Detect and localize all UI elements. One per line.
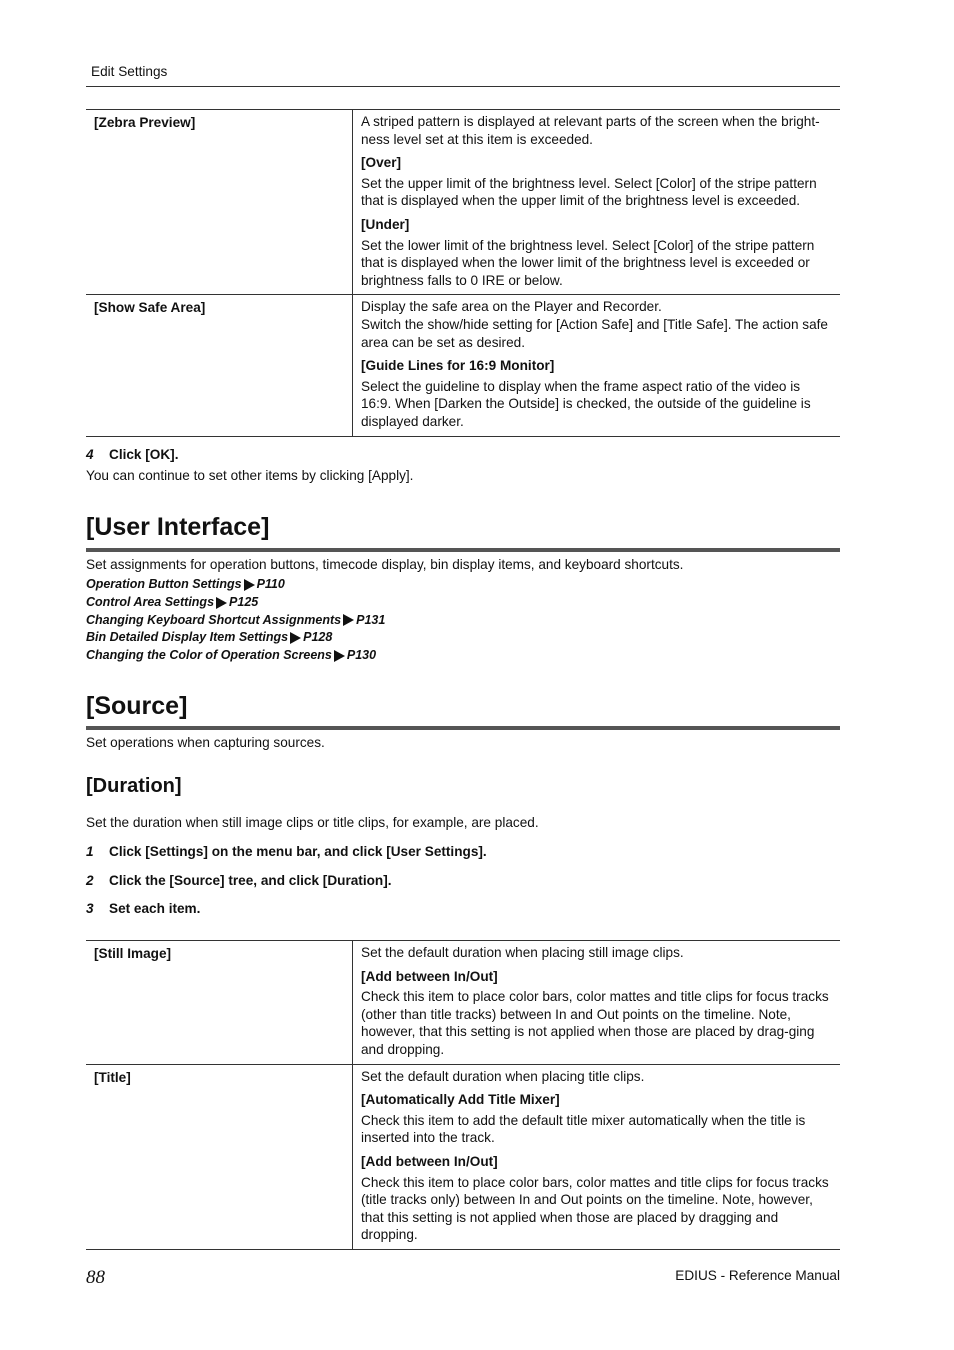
setting-description: [353, 1064, 841, 1249]
step-label: Set each item.: [109, 901, 201, 916]
option-title: [Under]: [361, 216, 410, 232]
table-row: [86, 941, 840, 1065]
option-title: [Add between In/Out]: [361, 1153, 498, 1169]
option-title: [Over]: [361, 155, 402, 171]
step-label: Click the [Source] tree, and click [Duration].: [109, 873, 392, 888]
header-rule: [86, 86, 840, 87]
step-label: Click [OK].: [109, 447, 179, 462]
step-number: 4: [86, 447, 94, 462]
setting-intro: Set the default duration when placing title clips.: [361, 1068, 645, 1084]
step-label: Click [Settings] on the menu bar, and click [User Settings].: [109, 844, 487, 859]
arrow-right-icon: [334, 650, 345, 662]
section-intro: Set assignments for operation buttons, timecode display, bin display items, and keyboard shortcuts.: [86, 557, 684, 572]
page-number: 88: [86, 1267, 105, 1288]
arrow-right-icon: [343, 614, 354, 626]
option-text: Select the guideline to display when the frame aspect ratio of the video is 16:9. When [Darken the Outside] is checked, the outside of the guideline is displayed darker.: [361, 378, 811, 429]
arrow-right-icon: [244, 579, 255, 591]
subsection-intro: Set the duration when still image clips or title clips, for example, are placed.: [86, 815, 539, 830]
step-2: [86, 873, 392, 888]
section-intro: Set operations when capturing sources.: [86, 735, 325, 750]
section-heading-user-interface: [User Interface]: [86, 513, 270, 541]
setting-name: [Title]: [86, 1064, 353, 1249]
arrow-right-icon: [290, 632, 301, 644]
setting-intro: Set the default duration when placing still image clips.: [361, 945, 684, 960]
setting-intro-2: Switch the show/hide setting for [Action Safe] and [Title Safe]. The action safe area can be set as desired.: [361, 316, 828, 350]
step-number: 1: [86, 844, 94, 859]
option-title: [Automatically Add Title Mixer]: [361, 1092, 560, 1108]
setting-name: [Show Safe Area]: [86, 295, 353, 436]
settings-table-display: [86, 109, 840, 437]
setting-name: [Zebra Preview]: [86, 110, 353, 295]
setting-name: [Still Image]: [86, 941, 353, 1065]
step-4: [86, 447, 179, 462]
section-rule: [86, 726, 840, 730]
cross-reference-link[interactable]: Changing the Color of Operation Screens P130: [86, 648, 377, 663]
cross-reference-list: [86, 576, 385, 665]
option-text: Set the lower limit of the brightness level. Select [Color] of the stripe pattern that is displayed when the lower limit of the brightness level is exceeded or brightness falls to 0 IRE or below.: [361, 237, 815, 288]
running-header: Edit Settings: [91, 64, 168, 79]
option-text: Check this item to place color bars, color mattes and title clips for focus tracks (title tracks only) between In and Out points on the timeline. Note, however, that this setting is not applied when those are placed by dragging and dropping.: [361, 1174, 829, 1243]
settings-table-duration: [86, 940, 840, 1250]
subsection-heading-duration: [Duration]: [86, 775, 182, 797]
setting-intro: A striped pattern is displayed at relevant parts of the screen when the bright-ness level set at this item is exceeded.: [361, 114, 820, 147]
setting-description: [353, 295, 841, 436]
setting-description: [353, 110, 841, 295]
option-text: Check this item to place color bars, color mattes and title clips for focus tracks (other than title tracks) between In and Out points on the timeline. Note, however, that this setting is not applied when those are placed by drag-ging and dropping.: [361, 989, 829, 1057]
option-title: [Add between In/Out]: [361, 968, 498, 984]
option-text: Set the upper limit of the brightness level. Select [Color] of the stripe pattern that is displayed when the upper limit of the brightness level is exceeded.: [361, 175, 817, 209]
table-row: [86, 295, 840, 436]
cross-reference-link[interactable]: Changing Keyboard Shortcut Assignments P131: [86, 612, 386, 627]
table-row: [86, 1064, 840, 1249]
section-rule: [86, 548, 840, 552]
cross-reference-link[interactable]: Operation Button Settings P110: [86, 577, 285, 591]
step-1: [86, 844, 487, 859]
step-number: 2: [86, 873, 94, 888]
arrow-right-icon: [216, 597, 227, 609]
option-text: Check this item to add the default title mixer automatically when the title is inserted into the track.: [361, 1112, 806, 1146]
step-number: 3: [86, 901, 94, 916]
option-title: [Guide Lines for 16:9 Monitor]: [361, 358, 555, 374]
step-3: [86, 901, 200, 916]
table-row: [86, 110, 840, 295]
manual-title: EDIUS - Reference Manual: [675, 1268, 840, 1283]
cross-reference-link[interactable]: Control Area Settings P125: [86, 594, 259, 609]
setting-intro: Display the safe area on the Player and Recorder.: [361, 299, 662, 315]
setting-description: [353, 941, 841, 1065]
cross-reference-link[interactable]: Bin Detailed Display Item Settings P128: [86, 630, 333, 645]
section-heading-source: [Source]: [86, 692, 188, 720]
step-note: You can continue to set other items by clicking [Apply].: [86, 468, 414, 483]
